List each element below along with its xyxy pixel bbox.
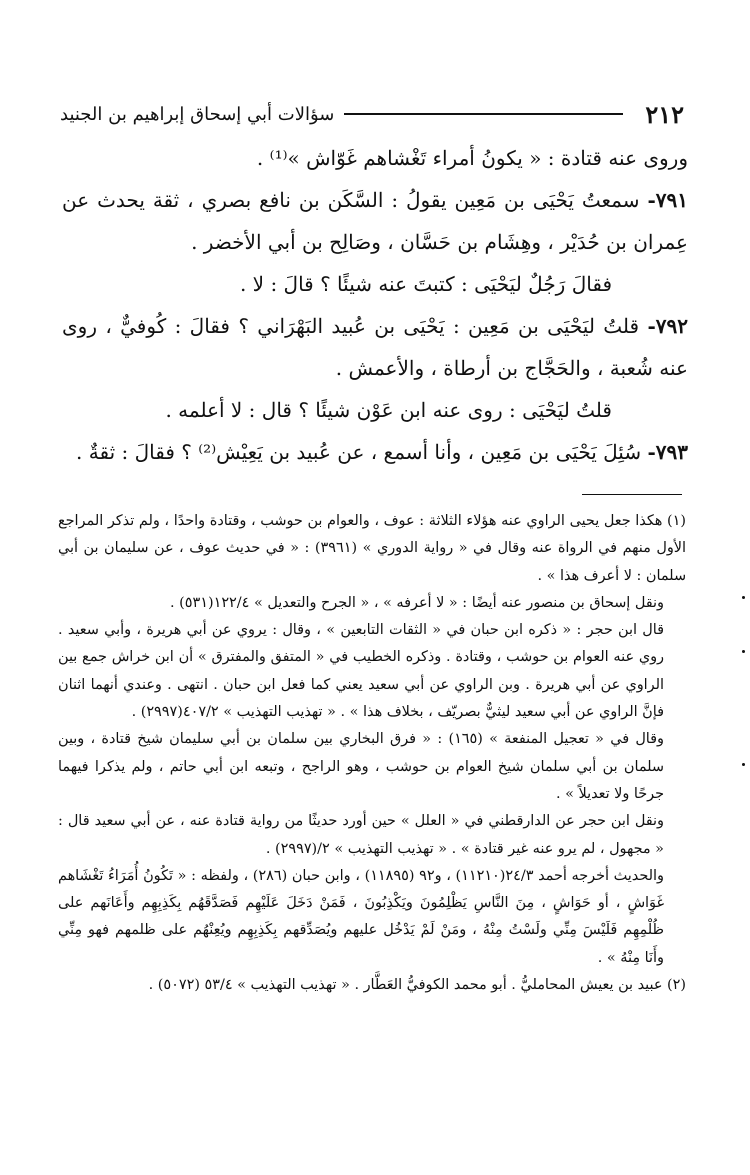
entry-number: ٧٩٢- — [647, 314, 688, 338]
footnote-separator — [582, 494, 682, 495]
footnotes — [58, 508, 686, 999]
main-text — [62, 137, 688, 473]
footnote-1-daraqutni: ونقل ابن حجر عن الدارقطني في « العلل » حين أورد حديثًا من رواية قتادة عنه ، عن أبي سعيد قال : « مجهول ، لم يرو عنه غير قتادة » . « تهذيب التهذيب » ٢/(٢٩٩٧) . — [58, 813, 664, 857]
entry-791-question: فقالَ رَجُلٌ ليَحْيَى : كتبتَ عنه شيئًا ؟ قالَ : لا . — [239, 272, 612, 296]
running-title: سؤالات أبي إسحاق إبراهيم بن الجنيد — [60, 103, 335, 125]
footnote-2: (٢) عبيد بن يعيش المحامليُّ . أبو محمد الكوفيُّ العَطَّار . « تهذيب التهذيب » ٥٣/٤ (٥٠٧٢) . — [148, 977, 686, 994]
entry-793 — [62, 431, 688, 473]
header-rule — [344, 113, 623, 115]
footnote-1: (١) هكذا جعل يحيى الراوي عنه هؤلاء الثلاثة : عوف ، والعوام بن حوشب ، وقتادة واحدًا ، ولم تذكر المراجع الأول منهم في الرواة عنه وقال في « رواية الدوري » (٣٩٦١) : « في حديث عوف ، عن سليمان بن أبي سلمان : لا أعرف هذا » . — [58, 513, 686, 584]
entry-792-question: قلتُ ليَحْيَى : روى عنه ابن عَوْن شيئًا ؟ قال : لا أعلمه . — [165, 398, 612, 422]
footnote-1-taajil: وقال في « تعجيل المنفعة » (١٦٥) : « فرق البخاري بين سلمان بن أبي سليمان شيخ قتادة ، وبين سلمان بن أبي سلمان شيخ العوام بن حوشب ، وهو الراجح ، وتبعه ابن أبي حاتم ، ولم يذكرا فيهما جرحًا ولا تعديلاً » . — [58, 731, 664, 802]
entry-text: سمعتُ يَحْيَى بن مَعِين يقولُ : السَّكَن بن نافع بصري ، ثقة يحدث عن عِمران بن حُدَيْر ، وهِشَام بن حَسَّان ، وصَالِح بن أبي الأخضر . — [62, 188, 688, 254]
entry-text: سُئِلَ يَحْيَى بن مَعِين ، وأنا أسمع ، عن عُبيد بن يَعِيْش⁽²⁾ ؟ فقالَ : ثقةٌ . — [76, 440, 642, 464]
entry-number: ٧٩١- — [647, 188, 688, 212]
footnote-1-ibn-hajar: قال ابن حجر : « ذكره ابن حبان في « الثقات التابعين » ، وقال : يروي عن أبي هريرة ، وأبي سعيد . روي عنه العوام بن حوشب ، وقتادة . وذكره الخطيب في « المتفق والمفترق » أن ابن خراش جمع بين الراوي عن أبي هريرة . وبن الراوي عن أبي سعيد يعني كما فعل ابن حبان . انتهى . وعندي أنهما اثنان فإنَّ الراوي عن أبي سعيد ليثيٌّ بصريّف ، بخلاف هذا » . « تهذيب التهذيب » ٤٠٧/٢(٢٩٩٧) . — [58, 622, 664, 721]
entry-text: قلتُ ليَحْيَى بن مَعِين : يَحْيَى بن عُبيد البَهْرَاني ؟ فقالَ : كُوفيٌّ ، روى عنه شُعبة ، والحَجَّاج بن أرطاة ، والأعمش . — [62, 314, 688, 380]
entry-792 — [62, 305, 688, 389]
margin-dot — [742, 763, 745, 766]
page-header — [60, 96, 684, 132]
margin-dot — [742, 650, 745, 653]
paragraph-qatada: وروى عنه قتادة : « يكونُ أمراء تَغْشاهم غَوّاش »⁽¹⁾ . — [256, 146, 688, 170]
entry-number: ٧٩٣- — [647, 440, 688, 464]
footnote-1-ishaq: ونقل إسحاق بن منصور عنه أيضًا : « لا أعرفه » ، « الجرح والتعديل » ١٢٢/٤(٥٣١) . — [170, 594, 664, 611]
page-number: ٢١٢ — [645, 99, 684, 129]
footnote-1-hadith: والحديث أخرجه أحمد ٢٤/٣(١١٢١٠) ، و٩٢ (١١٨٩٥) ، وابن حبان (٢٨٦) ، ولفظه : « تَكُونُ أُمَرَاءُ تَغْشَاهم غَوَاشٍ ، أو حَوَاشٍ ، مِنَ النَّاسِ يَظْلِمُونَ ويَكْذِبُونَ ، فَمَنْ دَخَلَ عَلَيْهِم فَصَدَّقَهُم بِكَذِبِهِم وأَعَانَهم على ظُلْمِهِم فَلَيْسَ مِنِّي ولَسْتُ مِنْهُ ، ومَنْ لَمْ يَدْخُل عليهم ويُصَدِّقهم بِكَذِبِهِم ويُعِنْهُم على ظلمهم فهو مِنِّي وأَنَا مِنْهُ » . — [58, 867, 664, 966]
entry-791 — [62, 179, 688, 263]
margin-dot — [742, 596, 745, 599]
